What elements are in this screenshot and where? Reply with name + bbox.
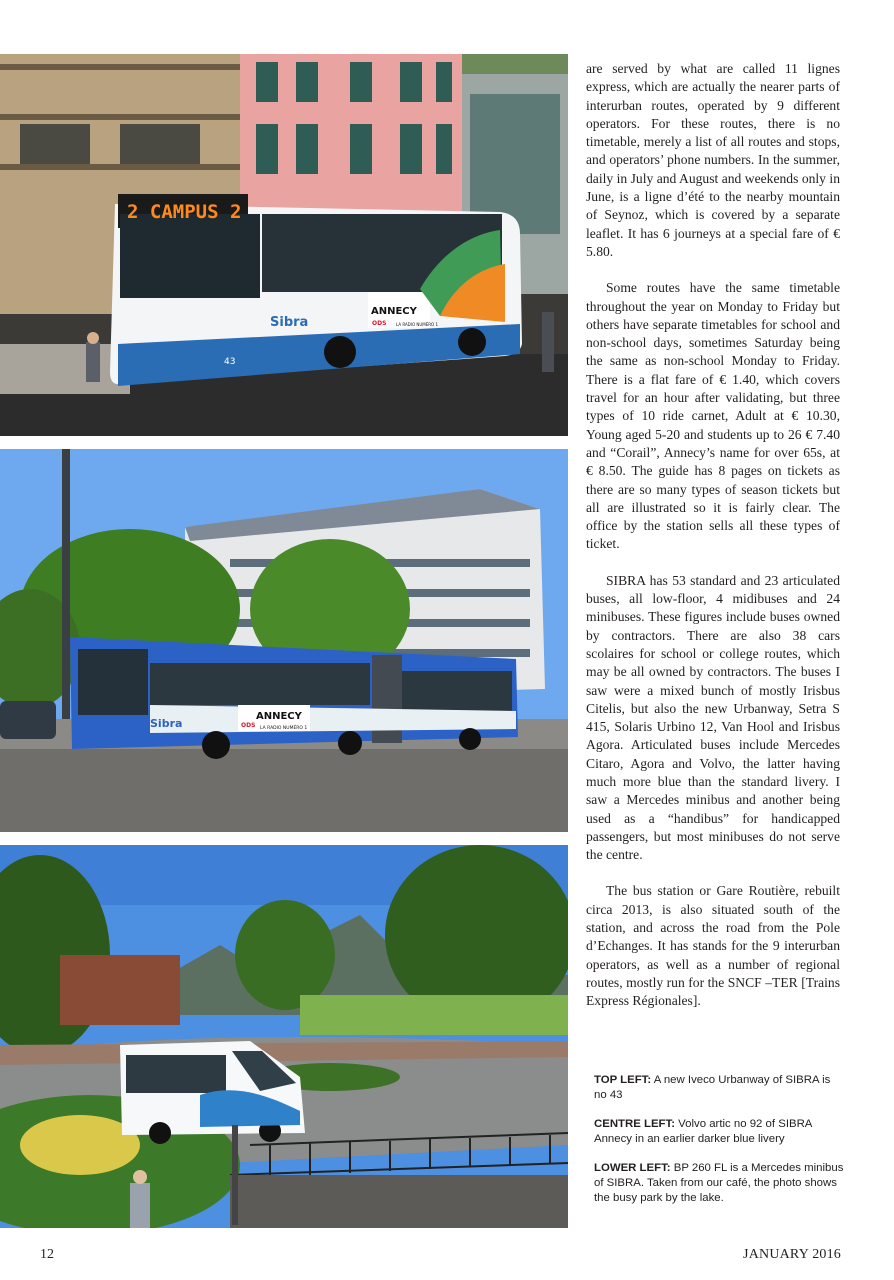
caption-text: BP 260 FL is a Mercedes minibus of SIBRA. Taken from our café, the photo shows the busy park by the lake.: [594, 1162, 844, 1204]
caption-label: CENTRE LEFT:: [594, 1118, 675, 1130]
photo-centre-volvo-artic: [0, 449, 568, 832]
article-paragraph: Some routes have the same timetable throughout the year on Monday to Friday but others have separate timetables for school and non-school days, sometimes Saturday being the same as non-school Monday to Friday. There is a flat fare of € 1.40, which covers travel for an hour after validating, but three types of 10 ride carnet, Adult at € 10.30, Young aged 5-20 and students up to 26 € 7.40 and “Corail”, Annecy’s name for over 65s, at € 8.50. The guide has 8 pages on tickets as there are so many types of season tickets but all are illustrated so it is fairly clear. The office by the station sells all these types of ticket.: [586, 280, 840, 552]
page-number: 12: [40, 1247, 54, 1262]
caption-lower-left: [594, 1161, 844, 1206]
bus-fleet-number: 43: [224, 357, 236, 367]
caption-text: Volvo artic no 92 of SIBRA Annecy in an earlier darker blue livery: [594, 1118, 812, 1145]
bus-brand-logo: Sibra: [150, 717, 183, 730]
photo-captions: [594, 1073, 844, 1220]
bus-ad-text: ANNECY: [371, 306, 417, 317]
bus-destination-display: 2 CAMPUS 2: [127, 201, 242, 223]
bus-ad-logo: ODS: [241, 722, 256, 729]
article-paragraph: SIBRA has 53 standard and 23 articulated buses, all low-floor, 4 midibuses and 24 minibuses. These figures include buses owned by contractors. There are also 38 cars scolaires for school or college routes, which may be all owned by contractors. The buses I saw were a mixed bunch of mostly Irisbus Citelis, but also the new Urbanway, Setra S 415, Solaris Urbino 12, Van Hool and Irisbus Agora. Articulated buses include Mercedes Citaro, Agora and Volvo, the latter having much more blue than the standard livery. I saw a Mercedes minibus and another being used as a “handibus” for handicapped passengers, but most minibuses do not serve the centre.: [586, 572, 840, 863]
bus-ad-logo: ODS: [372, 320, 387, 327]
photo-top-iveco-urbanway: [0, 54, 568, 436]
caption-label: TOP LEFT:: [594, 1074, 652, 1086]
bus-ad-subtext: LA RADIO NUMÉRO 1: [260, 726, 308, 731]
article-paragraph: The bus station or Gare Routière, rebuilt circa 2013, is also situated south of the station, and across the road from the Pole d’Echanges. It has stands for the 9 interurban operators, as well as a number of regional routes, mostly run for the SNCF –TER [Trains Express Régionales].: [586, 883, 840, 1009]
bus-ad-text: ANNECY: [256, 711, 302, 722]
article-body: [586, 60, 840, 1029]
photo-lower-mercedes-minibus: [0, 845, 568, 1228]
caption-centre-left: [594, 1117, 844, 1147]
caption-top-left: [594, 1073, 844, 1103]
bus-ad-subtext: LA RADIO NUMÉRO 1: [396, 322, 439, 327]
issue-date: JANUARY 2016: [743, 1247, 841, 1262]
article-paragraph: are served by what are called 11 lignes express, which are actually the nearer parts of interurban routes, operated by 9 different operators. For these routes, there is no timetable, merely a list of all routes and stops, and operators’ phone numbers. In the summer, daily in July and August and weekends only in June, is a ligne d’été to the nearby mountain of Seynoz, which is covered by a separate leaflet. It has 6 journeys at a special fare of € 5.80.: [586, 61, 840, 259]
bus-brand-logo: Sibra: [270, 315, 309, 330]
caption-text: A new Iveco Urbanway of SIBRA is no 43: [594, 1074, 831, 1101]
caption-label: LOWER LEFT:: [594, 1162, 671, 1174]
